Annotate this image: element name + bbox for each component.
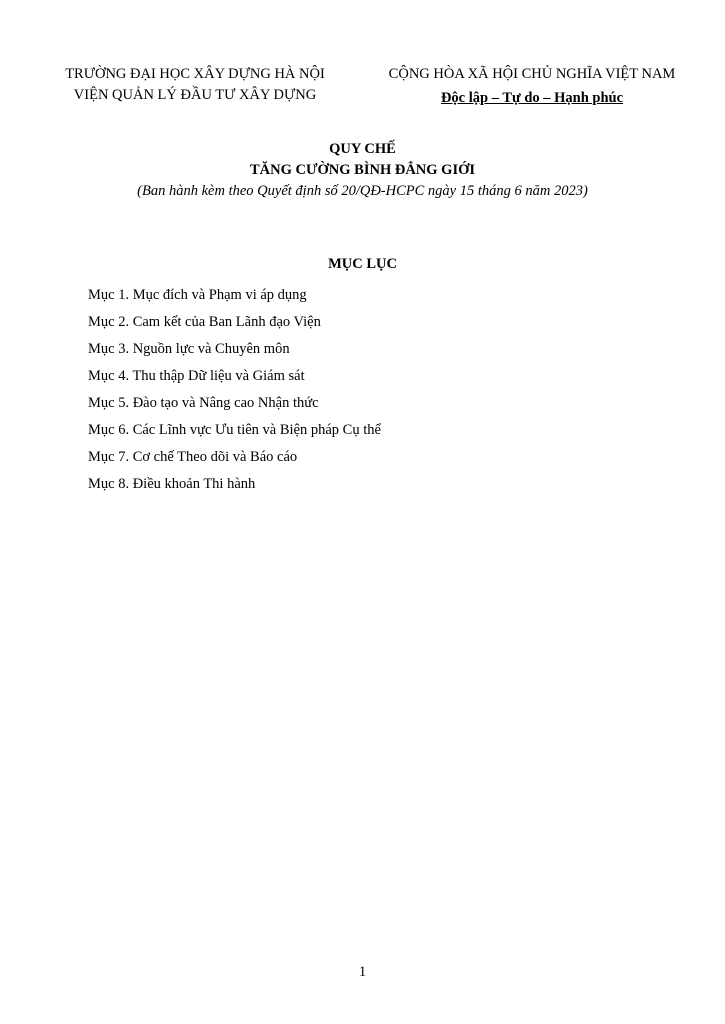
university-name: TRƯỜNG ĐẠI HỌC XÂY DỰNG HÀ NỘI: [65, 66, 325, 82]
toc-item-3: Mục 3. Nguồn lực và Chuyên môn: [88, 341, 290, 357]
toc-heading: MỤC LỤC: [328, 256, 397, 272]
national-motto: Độc lập – Tự do – Hạnh phúc: [440, 90, 624, 106]
toc-item-2: Mục 2. Cam kết của Ban Lãnh đạo Viện: [88, 314, 321, 330]
table-of-contents: [88, 285, 381, 501]
toc-item-4: Mục 4. Thu thập Dữ liệu và Giám sát: [88, 368, 305, 384]
document-title: TĂNG CƯỜNG BÌNH ĐẲNG GIỚI: [249, 162, 476, 178]
issuance-note: (Ban hành kèm theo Quyết định số 20/QĐ-HCPC ngày 15 tháng 6 năm 2023): [137, 183, 588, 199]
page-number: 1: [358, 964, 367, 980]
institute-name: VIỆN QUẢN LÝ ĐẦU TƯ XÂY DỰNG: [73, 87, 317, 103]
toc-item-7: Mục 7. Cơ chế Theo dõi và Báo cáo: [88, 449, 298, 465]
institution-header: [40, 64, 350, 106]
toc-item-6: Mục 6. Các Lĩnh vực Ưu tiên và Biện pháp Cụ thể: [88, 422, 381, 438]
document-type: QUY CHẾ: [329, 141, 396, 157]
toc-item-5: Mục 5. Đào tạo và Nâng cao Nhận thức: [88, 395, 319, 411]
document-title-block: [0, 139, 725, 202]
country-name: CỘNG HÒA XÃ HỘI CHỦ NGHĨA VIỆT NAM: [388, 66, 676, 82]
toc-item-1: Mục 1. Mục đích và Phạm vi áp dụng: [88, 287, 307, 303]
toc-item-8: Mục 8. Điều khoản Thi hành: [88, 476, 256, 492]
national-header: [362, 64, 702, 109]
